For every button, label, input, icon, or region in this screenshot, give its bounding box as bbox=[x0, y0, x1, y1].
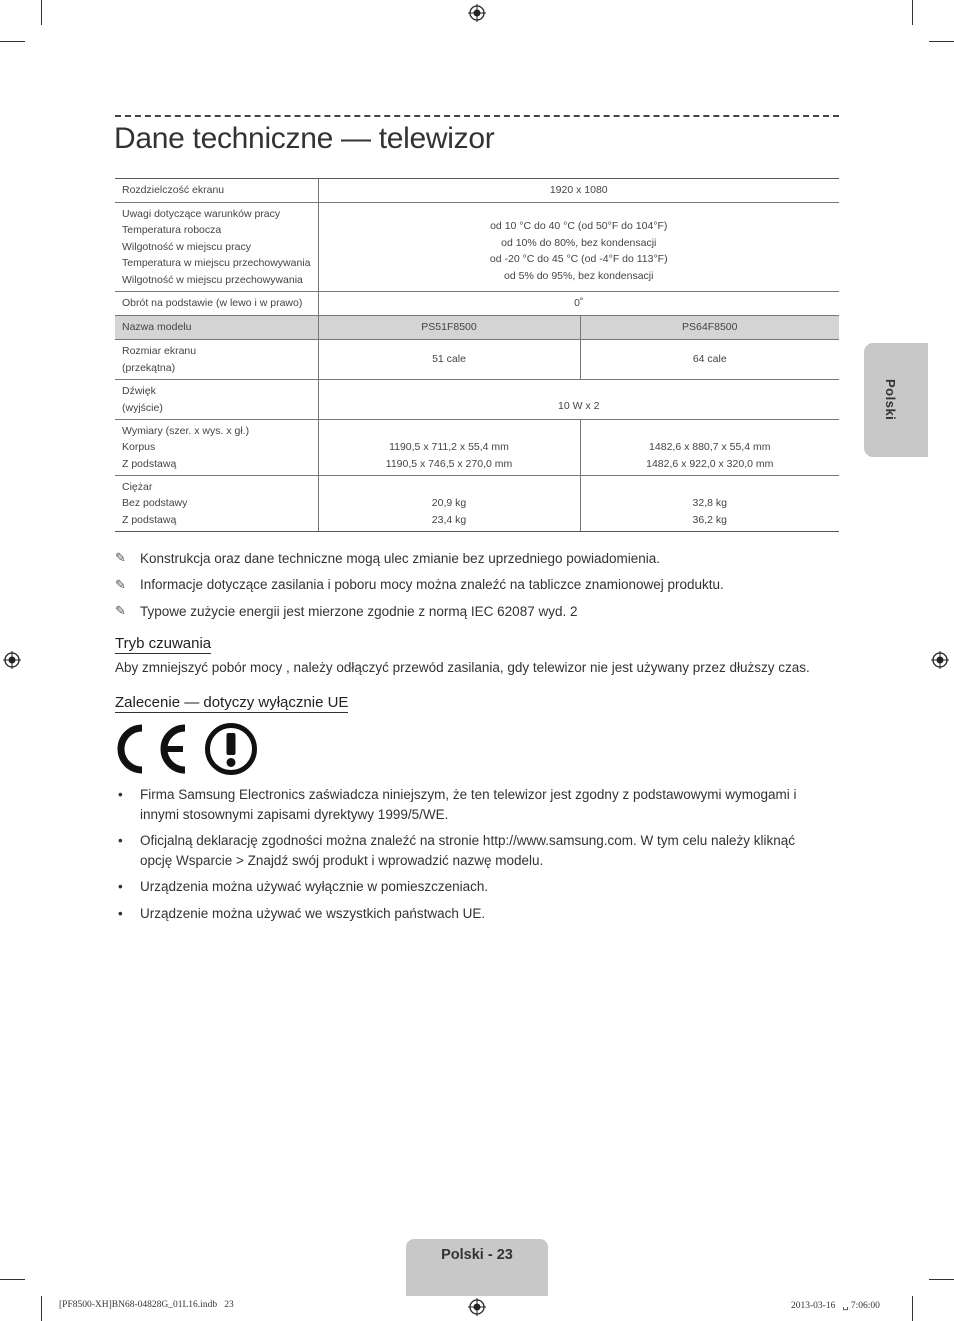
file-slug: [PF8500-XH]BN68-04828G_01L16.indb 23 bbox=[59, 1300, 234, 1310]
row-label: Ciężar Bez podstawy Z podstawą bbox=[115, 476, 318, 532]
pencil-note-icon: ✎ bbox=[115, 603, 126, 619]
list-item bbox=[115, 785, 839, 824]
row-value: 1190,5 x 711,2 x 55,4 mm 1190,5 x 746,5 x 270,0 mm bbox=[318, 420, 580, 476]
compliance-logos bbox=[115, 723, 265, 780]
section-heading: Zalecenie — dotyczy wyłącznie UE bbox=[115, 694, 349, 711]
section-heading: Tryb czuwania bbox=[115, 635, 212, 652]
crop-mark bbox=[912, 1296, 913, 1321]
row-value: od 10 °C do 40 °C (od 50°F do 104°F) od 10% do 80%, bez kondensacji od -20 °C do 45 °C (od -4°F do 113°F) od 5% do 95%, bez kondensacji bbox=[318, 203, 839, 292]
title-divider bbox=[115, 115, 839, 117]
row-label: Rozmiar ekranu (przekątna) bbox=[115, 340, 318, 380]
row-value: 64 cale bbox=[580, 340, 839, 380]
bullet-icon: • bbox=[118, 833, 123, 848]
model-name: PS51F8500 bbox=[318, 316, 580, 340]
list-item-text: Urządzenia można używać wyłącznie w pomieszczeniach. bbox=[140, 879, 489, 894]
pencil-note-icon: ✎ bbox=[115, 550, 126, 566]
page-number: Polski - 23 bbox=[441, 1247, 513, 1263]
list-item-text: Oficjalną deklarację zgodności można znaleźć na stronie http://www.samsung.com. W tym celu należy kliknąć opcję Wsparcie > Znajdź swój produkt i wprowadzić nazwę modelu. bbox=[140, 833, 796, 868]
row-label: Wymiary (szer. x wys. x gł.) Korpus Z podstawą bbox=[115, 420, 318, 476]
list-item-text: Urządzenie można używać we wszystkich państwach UE. bbox=[140, 905, 486, 921]
pencil-note-icon: ✎ bbox=[115, 576, 126, 592]
note-text: Typowe zużycie energii jest mierzone zgodnie z normą IEC 62087 wyd. 2 bbox=[140, 603, 578, 619]
page-number-tab bbox=[406, 1239, 548, 1296]
table-row bbox=[115, 340, 839, 380]
recommendation-list bbox=[115, 785, 839, 930]
crop-mark bbox=[929, 1279, 954, 1280]
note-item bbox=[115, 598, 724, 625]
print-timestamp: 2013-03-16 ␣ 7:06:00 bbox=[791, 1301, 880, 1311]
list-item-text: Firma Samsung Electronics zaświadcza niniejszym, że ten telewizor jest zgodny z podstawowymi wymogami i innymi stosownymi zapisami dyrektywy 1999/5/WE. bbox=[140, 787, 797, 822]
crop-mark bbox=[912, 0, 913, 25]
note-text: Informacje dotyczące zasilania i poboru mocy można znaleźć na tabliczce znamionowej produktu. bbox=[140, 577, 724, 593]
crop-mark bbox=[41, 1296, 42, 1321]
registration-mark-icon bbox=[931, 651, 949, 669]
table-header-row bbox=[115, 316, 839, 340]
row-value: 20,9 kg 23,4 kg bbox=[318, 476, 580, 532]
row-value: 51 cale bbox=[318, 340, 580, 380]
page-title: Dane techniczne — telewizor bbox=[114, 122, 495, 155]
language-side-tab bbox=[864, 343, 928, 457]
table-row bbox=[115, 292, 839, 316]
registration-mark-icon bbox=[3, 651, 21, 669]
side-tab-label: Polski bbox=[883, 379, 898, 421]
crop-mark bbox=[0, 41, 25, 42]
row-value: 10 W x 2 bbox=[318, 380, 839, 420]
crop-mark bbox=[929, 41, 954, 42]
bullet-icon: • bbox=[118, 787, 123, 802]
table-row bbox=[115, 179, 839, 203]
registration-mark-icon bbox=[468, 4, 486, 22]
crop-mark bbox=[0, 1279, 25, 1280]
note-text: Konstrukcja oraz dane techniczne mogą ulec zmianie bez uprzedniego powiadomienia. bbox=[140, 550, 661, 566]
row-value: 1482,6 x 880,7 x 55,4 mm 1482,6 x 922,0 x 320,0 mm bbox=[580, 420, 839, 476]
row-label: Obrót na podstawie (w lewo i w prawo) bbox=[115, 292, 318, 316]
note-item bbox=[115, 545, 724, 572]
row-value: 32,8 kg 36,2 kg bbox=[580, 476, 839, 532]
alert-mark-icon bbox=[203, 721, 259, 777]
crop-mark bbox=[41, 0, 42, 25]
bullet-icon: • bbox=[118, 905, 123, 921]
list-item bbox=[115, 877, 839, 897]
table-row bbox=[115, 203, 839, 292]
row-value: 1920 x 1080 bbox=[318, 179, 839, 203]
spec-table bbox=[115, 178, 839, 532]
row-label: Nazwa modelu bbox=[115, 316, 318, 340]
notes-list bbox=[115, 545, 724, 625]
list-item bbox=[115, 904, 839, 924]
model-name: PS64F8500 bbox=[580, 316, 839, 340]
bullet-icon: • bbox=[118, 879, 123, 894]
standby-text: Aby zmniejszyć pobór mocy , należy odłączyć przewód zasilania, gdy telewizor nie jest używany przez dłuższy czas. bbox=[115, 660, 810, 675]
row-value: 0˚ bbox=[318, 292, 839, 316]
list-item bbox=[115, 831, 839, 870]
row-label: Uwagi dotyczące warunków pracy Temperatura robocza Wilgotność w miejscu pracy Temperatura w miejscu przechowywania Wilgotność w miejscu przechowywania bbox=[115, 203, 318, 292]
row-label: Rozdzielczość ekranu bbox=[115, 179, 318, 203]
table-row bbox=[115, 476, 839, 532]
table-row bbox=[115, 380, 839, 420]
row-label: Dźwięk (wyjście) bbox=[115, 380, 318, 420]
note-item bbox=[115, 572, 724, 599]
registration-mark-icon bbox=[468, 1298, 486, 1316]
table-row bbox=[115, 420, 839, 476]
